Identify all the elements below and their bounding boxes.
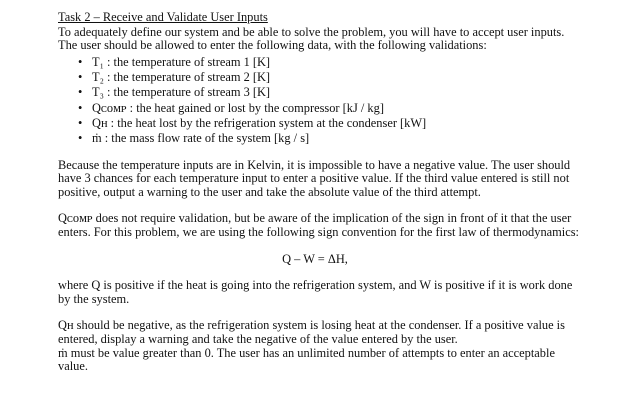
paragraph-line: by the system. xyxy=(58,291,130,306)
first-law-equation: Q – W = ΔH, xyxy=(282,251,348,266)
list-item xyxy=(78,55,618,70)
intro-line: To adequately define our system and be able to solve the problem, you will have to accept user inputs. xyxy=(58,24,565,39)
paragraph-line: value. xyxy=(58,359,88,374)
document-page xyxy=(58,11,618,374)
bullet-icon: • xyxy=(78,70,83,85)
bullet-icon: • xyxy=(78,54,83,69)
sign-convention-paragraph xyxy=(58,279,618,306)
list-item-text: Qᴄᴏᴍᴘ : the heat gained or lost by the compressor [kJ / kg] xyxy=(92,100,384,115)
input-list xyxy=(58,55,618,147)
list-item-text: T₃ : the temperature of stream 3 [K] xyxy=(92,85,271,100)
qcomp-paragraph xyxy=(58,212,618,239)
task-title: Task 2 – Receive and Validate User Inputs xyxy=(58,10,268,24)
list-item xyxy=(78,131,618,146)
intro-line: The user should be allowed to enter the following data, with the following validations: xyxy=(58,38,487,53)
list-item xyxy=(78,101,618,116)
list-item xyxy=(78,70,618,85)
bullet-icon: • xyxy=(78,85,83,100)
qh-paragraph xyxy=(58,319,618,373)
paragraph-line: Qᴄᴏᴍᴘ does not require validation, but be aware of the implication of the sign in front of it that the user xyxy=(58,211,572,226)
list-item xyxy=(78,116,618,131)
paragraph-line: entered, display a warning and take the negative of the value entered by the user. xyxy=(58,331,458,346)
paragraph-line: positive, output a warning to the user and take the absolute value of the third attempt. xyxy=(58,184,481,199)
paragraph-line: enters. For this problem, we are using the following sign convention for the first law of thermodynamics: xyxy=(58,224,579,239)
bullet-icon: • xyxy=(78,100,83,115)
paragraph-line: have 3 chances for each temperature input to enter a positive value. If the third value entered is still not xyxy=(58,171,570,186)
paragraph-line: ṁ must be value greater than 0. The user has an unlimited number of attempts to enter an acceptable xyxy=(58,345,555,360)
paragraph-line: Because the temperature inputs are in Kelvin, it is impossible to have a negative value. The user should xyxy=(58,157,571,172)
list-item-text: Qʜ : the heat lost by the refrigeration system at the condenser [kW] xyxy=(92,115,427,130)
list-item-text: T₁ : the temperature of stream 1 [K] xyxy=(92,54,271,69)
list-item-text: T₂ : the temperature of stream 2 [K] xyxy=(92,70,271,85)
list-item xyxy=(78,85,618,100)
bullet-icon: • xyxy=(78,131,83,146)
paragraph-line: where Q is positive if the heat is going into the refrigeration system, and W is positive if it is work done xyxy=(58,278,573,293)
list-item-text: ṁ : the mass flow rate of the system [kg / s] xyxy=(92,131,310,146)
bullet-icon: • xyxy=(78,115,83,130)
temperature-paragraph xyxy=(58,159,618,200)
paragraph-line: Qʜ should be negative, as the refrigeration system is losing heat at the condenser. If a positive value is xyxy=(58,318,565,333)
intro-paragraph xyxy=(58,26,618,53)
